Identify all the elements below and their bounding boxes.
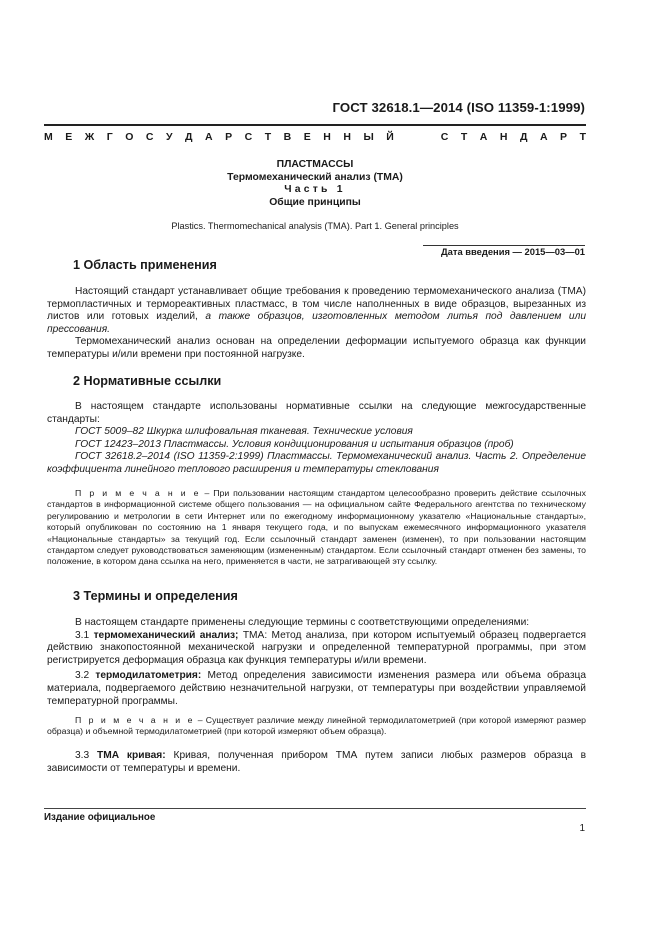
interstate-letter: А [479,131,488,143]
title-block [44,159,586,209]
section-1-title: 1 Область применения [73,258,217,272]
interstate-letter: О [125,131,134,143]
interstate-letter: Т [460,131,468,143]
section-1-body [47,286,586,362]
interstate-letter: С [145,131,154,143]
interstate-letter: В [283,131,292,143]
standard-code: ГОСТ 32618.1—2014 (ISO 11359-1:1999) [332,100,585,115]
section-2-body [47,401,586,477]
note-text: – При пользовании настоящим стандартом целесообразно проверить действие ссылочных стандартов в информационной системе общего пользования — на официальном сайте Федерального агентства по техническому регулированию и метрологии в сети Интернет или по ежегодному информационному указателю «Национальные стандарты», который опубликован по состоянию на 1 января текущего года, и по выпускам ежемесячного информационного указателя «Национальные стандарты» за текущий год. Если ссылочный стандарт заменен (изменен), то при пользовании настоящим стандартом следует руководствоваться заменяющим (измененным) стандартом. Если ссылочный стандарт отменен без замены, то положение, в котором дана ссылка на него, применяется в части, не затрагивающей эту ссылку. [47,488,586,567]
section-3-body [47,617,586,708]
interstate-letter: А [205,131,213,143]
interstate-standard-heading [44,131,586,143]
note-text: – Существует различие между линейной термодилатометрией (при которой измеряют размер образца) и объемной термодилатометрией (при которой измеряют объем образца). [47,715,586,737]
section-3-body-continued [47,750,586,775]
term-number: 3.2 [75,670,96,682]
term-name: термодилатометрия: [95,670,202,682]
interstate-letter: Р [225,131,233,143]
title-line-1: ПЛАСТМАССЫ [276,159,354,170]
term-name: ТМА кривая: [97,750,166,761]
header-rule [44,124,586,126]
interstate-letter: Ж [84,131,95,143]
interstate-letter: Т [264,131,272,143]
page-number: 1 [579,823,585,834]
interstate-letter: А [539,131,548,143]
interstate-letter: Т [579,131,586,143]
footer-rule [44,808,586,809]
interstate-letter: С [440,131,449,143]
interstate-letter: Й [386,131,394,143]
term-definition: Кривая, полученная прибором ТМА путем записи любых размеров образца в зависимости от температуры и времени. [47,750,586,774]
interstate-letter: Д [519,131,528,143]
interstate-letter: Е [65,131,73,143]
introduction-date: Дата введения — 2015—03—01 [440,246,585,257]
interstate-letter: Н [323,131,331,143]
reference-3: ГОСТ 32618.2–2014 (ISO 11359-2:1999) Пластмассы. Термомеханический анализ. Часть 2. Определение коэффициента линейного теплового расширения и температуры стеклования [47,451,586,475]
section-3-note [47,715,586,738]
section-1-text: Настоящий стандарт устанавливает общие требования к проведению термомеханического анализа (ТМА) термопластичных и термореактивных пластмасс, в том числе наполненных в виде образцов, вырезанных из листов или готовых изделий, [47,286,586,323]
title-line-4: Общие принципы [269,196,361,208]
interstate-letter: Д [185,131,193,143]
interstate-letter: У [165,131,173,143]
interstate-letter: Н [343,131,351,143]
official-edition-label: Издание официальное [44,812,156,823]
term-number: 3.1 [75,629,94,641]
interstate-letter: М [44,131,53,143]
term-definition: ТМА: Метод анализа, при котором испытуемый образец подвергается действию знакопостоянной механической нагрузки и определенной температурной программы, при этом регистрируется деформация образца как функция температуры и/или времени. [47,629,586,666]
term-3-1 [47,630,586,668]
english-title: Plastics. Thermomechanical analysis (TMA). Part 1. General principles [171,221,459,231]
term-definition: Метод определения зависимости изменения размера или объема образца материала, подвергаемого действию незначительной нагрузки, от температуры при воздействии управляемой температурной программы. [47,670,587,707]
term-3-3 [47,750,586,775]
interstate-letter: Е [303,131,311,143]
section-3-intro: В настоящем стандарте применены следующие термины с соответствующими определениями: [75,617,530,628]
interstate-letter: Ы [363,131,374,143]
note-label: П р и м е ч а н и е [75,488,201,498]
reference-1: ГОСТ 5009–82 Шкурка шлифовальная тканевая. Технические условия [75,426,413,438]
section-3-title: 3 Термины и определения [73,589,238,603]
title-part-number: Часть 1 [284,184,346,195]
term-3-2 [47,670,586,708]
section-1-italic-text: а также образцов, изготовленных методом литья под давлением или прессования. [47,311,586,335]
section-2-paragraph-1: В настоящем стандарте использованы нормативные ссылки на следующие межгосударственные стандарты: [47,401,586,425]
word-gap [406,131,428,143]
section-2-title: 2 Нормативные ссылки [73,374,222,388]
interstate-letter: Г [106,131,113,143]
section-2-note [47,488,586,568]
section-1-paragraph-2: Термомеханический анализ основан на определении деформации испытуемого образца как функции температуры и/или времени при постоянной нагрузке. [47,336,586,360]
interstate-letter: Н [499,131,508,143]
section-1-paragraph-1 [47,286,586,336]
reference-2: ГОСТ 12423–2013 Пластмассы. Условия кондиционирования и испытания образцов (проб) [75,438,514,450]
interstate-letter: С [244,131,253,143]
term-name: термомеханический анализ; [93,629,239,641]
interstate-letter: Р [560,131,568,143]
note-label: П р и м е ч а н и е [75,715,195,725]
term-number: 3.3 [75,750,98,761]
title-line-2: Термомеханический анализ (ТМА) [227,171,403,183]
